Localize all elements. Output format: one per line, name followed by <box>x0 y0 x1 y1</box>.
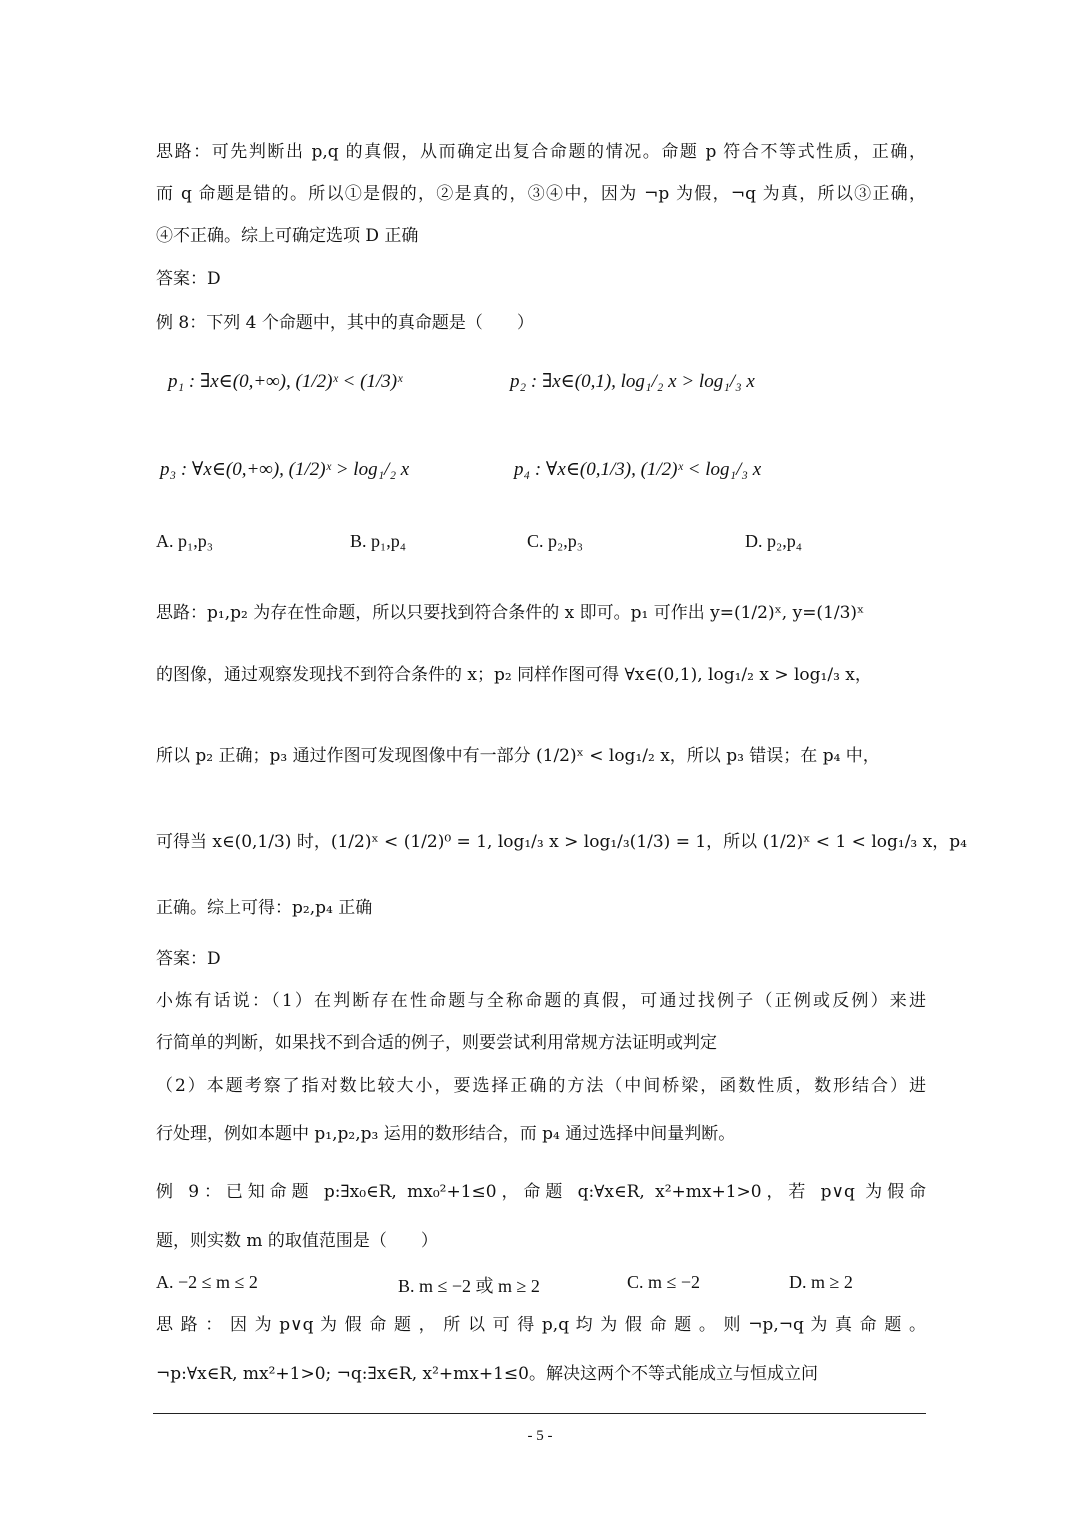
option-9-a: A. −2 ≤ m ≤ 2 <box>156 1272 258 1292</box>
solution-8-line-1: 思路：p₁,p₂ 为存在性命题，所以只要找到符合条件的 x 即可。p₁ 可作出 y=(1/2)ˣ, y=(1/3)ˣ <box>156 603 865 623</box>
text-line-3: ④不正确。综上可确定选项 D 正确 <box>156 226 419 246</box>
solution-8-line-4: 可得当 x∈(0,1/3) 时，(1/2)ˣ < (1/2)⁰ = 1, log₁/₃ x > log₁/₃(1/3) = 1，所以 (1/2)ˣ < 1 < log₁/₃ x，p₄ <box>156 832 967 852</box>
proposition-p4: p₄ : ∀x∈(0,1/3), (1/2)ˣ < log₁/₃ x <box>514 459 762 480</box>
option-8-d: D. p₂,p₄ <box>745 531 803 551</box>
option-8-a: A. p₁,p₃ <box>156 531 214 551</box>
text-line-2: 而 q 命题是错的。所以①是假的，②是真的，③④中，因为 ¬p 为假，¬q 为真，所以③正确， <box>156 184 926 204</box>
remark-line-4: 行处理，例如本题中 p₁,p₂,p₃ 运用的数形结合，而 p₄ 通过选择中间量判断。 <box>156 1124 736 1144</box>
solution-9-line-2: ¬p:∀x∈R, mx²+1>0; ¬q:∃x∈R, x²+mx+1≤0。解决这两个不等式能成立与恒成立问 <box>156 1364 818 1384</box>
remark-line-1: 小炼有话说：（1）在判断存在性命题与全称命题的真假，可通过找例子（正例或反例）来进 <box>156 991 926 1011</box>
remark-line-2: 行简单的判断，如果找不到合适的例子，则要尝试利用常规方法证明或判定 <box>156 1033 717 1053</box>
solution-8-line-2: 的图像，通过观察发现找不到符合条件的 x；p₂ 同样作图可得 ∀x∈(0,1), log₁/₂ x > log₁/₃ x， <box>156 665 872 685</box>
answer-8: 答案：D <box>156 949 221 969</box>
proposition-p2: p₂ : ∃x∈(0,1), log₁/₂ x > log₁/₃ x <box>510 371 755 392</box>
option-9-d: D. m ≥ 2 <box>789 1272 853 1292</box>
example-9-line-2: 题，则实数 m 的取值范围是（ ） <box>156 1231 438 1251</box>
proposition-p1: p₁ : ∃x∈(0,+∞), (1/2)ˣ < (1/3)ˣ <box>168 371 403 392</box>
footer-divider <box>153 1413 926 1414</box>
page-number: - 5 - <box>527 1428 553 1444</box>
solution-8-line-3: 所以 p₂ 正确；p₃ 通过作图可发现图像中有一部分 (1/2)ˣ < log₁/₂ x，所以 p₃ 错误；在 p₄ 中， <box>156 746 880 766</box>
solution-9-line-1: 思 路 ： 因 为 p∨q 为 假 命 题 ， 所 以 可 得 p,q 均 为 假 命 题 。 则 ¬p,¬q 为 真 命 题 。 <box>156 1315 926 1335</box>
option-9-b: B. m ≤ −2 或 m ≥ 2 <box>398 1276 540 1296</box>
proposition-p3: p₃ : ∀x∈(0,+∞), (1/2)ˣ > log₁/₂ x <box>160 459 410 480</box>
option-9-c: C. m ≤ −2 <box>627 1272 701 1292</box>
remark-line-3: （2）本题考察了指对数比较大小，要选择正确的方法（中间桥梁，函数性质，数形结合）进 <box>156 1076 926 1096</box>
option-8-b: B. p₁,p₄ <box>350 531 407 551</box>
answer-7: 答案：D <box>156 269 221 289</box>
solution-8-line-5: 正确。综上可得：p₂,p₄ 正确 <box>156 898 373 918</box>
example-8-title: 例 8：下列 4 个命题中，其中的真命题是（ ） <box>156 313 534 333</box>
text-line-1: 思路：可先判断出 p,q 的真假，从而确定出复合命题的情况。命题 p 符合不等式性质，正确， <box>156 142 926 162</box>
option-8-c: C. p₂,p₃ <box>527 531 584 551</box>
example-9-line-1: 例 9：已知命题 p:∃x₀∈R, mx₀²+1≤0，命题 q:∀x∈R, x²+mx+1>0，若 p∨q 为假命 <box>156 1182 926 1202</box>
